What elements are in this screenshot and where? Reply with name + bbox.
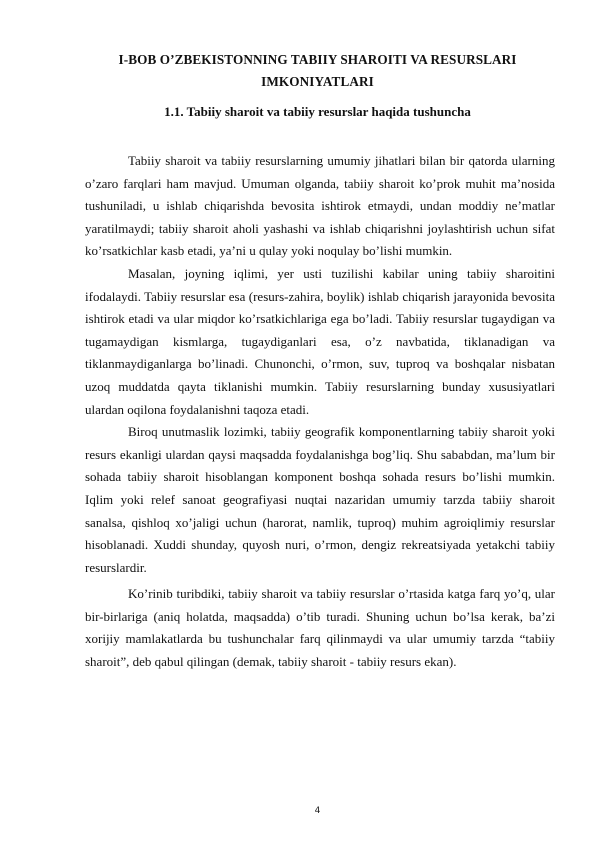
paragraph-2: Masalan, joyning iqlimi, yer usti tuzilishi kabilar uning tabiiy sharoitini ifodalaydi. Tabiiy resurslar esa (resurs-zahira, boylik) ishlab chiqarish jarayonida bevosita ishtirok etadi va ular miqdor ko’rsatkichlariga ega bo’ladi. Tabiiy resurslar tugaydigan va tugamaydigan kismlarga, tugaydiganlari esa, o’z navbatida, tiklanadigan va tiklanmaydiganlarga bo’linadi. Chunonchi, o’rmon, suv, tuproq va boshqalar nisbatan uzoq muddatda qayta tiklanishi mumkin. Tabiiy resurslarning bunday xususiyatlari ulardan oqilona foydalanishni taqoza etadi. <box>85 265 555 417</box>
paragraph-3: Biroq unutmaslik lozimki, tabiiy geografik komponentlarning tabiiy sharoit yoki resurs ekanligi ulardan qaysi maqsadda foydalanishga bog’liq. Shu sababdan, ma’lum bir sohada tabiiy sharoit hisoblangan komponent boshqa sohada resurs bo’lishi mumkin. Iqlim yoki relef sanoat geografiyasi nuqtai nazaridan umumiy tarzda tabiiy sharoit sanalsa, qishloq xo’jaligi uchun (harorat, namlik, tuproq) muhim agroiqlimiy resurslar hisoblanadi. Xuddi shunday, quyosh nuri, o’rmon, dengiz rekreatsiyada yetakchi tabiiy resurslardir. <box>85 424 555 575</box>
page-number: 4 <box>314 806 321 816</box>
section-title: 1.1. Tabiiy sharoit va tabiiy resurslar haqida tushuncha <box>164 104 471 119</box>
body-text <box>85 150 555 674</box>
paragraph-4: Ko’rinib turibdiki, tabiiy sharoit va tabiiy resurslar o’rtasida katga farq yo’q, ular bir-birlariga (aniq holatda, maqsadda) o’tib turadi. Shuning uchun bo’lsa kerak, ba’zi xorijiy mamlakatlarda bu tushunchalar farq qilinmaydi va ular umumiy tarzda “tabiiy sharoit”, deb qabul qilingan (demak, tabiiy sharoit - tabiiy resurs ekan). <box>85 586 555 670</box>
paragraph-1: Tabiiy sharoit va tabiiy resurslarning umumiy jihatlari bilan bir qatorda ularning o’zaro farqlari ham mavjud. Umuman olganda, tabiiy sharoit ko’prok muhit ma’nosida tushuniladi, u ishlab chiqarishda bevosita ishtirok etmaydi, undan moddiy ne’matlar yaratilmaydi; tabiiy sharoit aholi yashashi va ishlab chiqarishni joylashtirish uchun sifat ko’rsatkichlar kasb etadi, ya’ni u qulay yoki noqulay bo’lishi mumkin. <box>85 153 555 259</box>
chapter-title-line-2: IMKONIYATLARI <box>261 74 374 89</box>
chapter-title <box>80 49 555 93</box>
chapter-title-line-1: I-BOB O’ZBEKISTONNING TABIIY SHAROITI VA RESURSLARI <box>118 52 517 67</box>
